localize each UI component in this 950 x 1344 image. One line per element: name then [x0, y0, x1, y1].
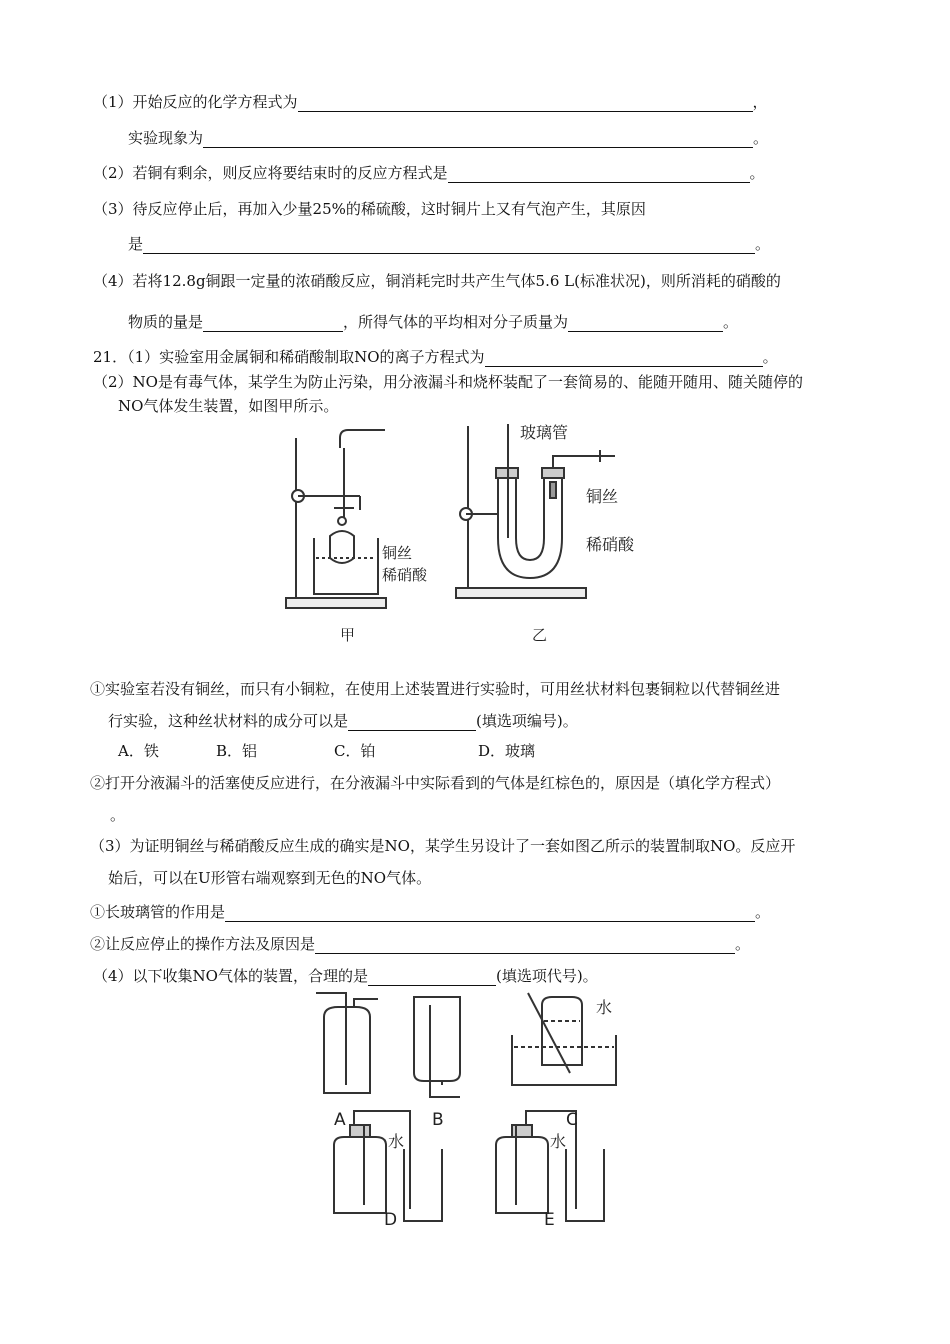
label-option-d: D: [384, 1210, 398, 1230]
answer-blank[interactable]: [368, 969, 496, 986]
answer-blank[interactable]: [485, 350, 763, 367]
options-row: [118, 741, 535, 761]
option-d[interactable]: D．玻璃: [478, 742, 536, 760]
answer-blank[interactable]: [315, 937, 735, 954]
label-dilute-nitric-yi: 稀硝酸: [586, 535, 635, 554]
label-copper-wire-yi: 铜丝: [586, 487, 619, 506]
q20-part3: （3）待反应停止后，再加入少量25%的稀硫酸，这时铜片上又有气泡产生，其原因: [93, 200, 646, 218]
label-water-d: 水: [388, 1132, 405, 1151]
q20-part3-answer: 是 。: [128, 235, 771, 253]
answer-blank[interactable]: [203, 131, 753, 148]
q21-sub3: ①长玻璃管的作用是 。: [90, 903, 771, 921]
answer-blank[interactable]: [203, 315, 343, 332]
apparatus-figure-1: [270, 418, 670, 648]
label-water-e: 水: [550, 1132, 567, 1151]
q21-part2: （2）NO是有毒气体，某学生为防止污染，用分液漏斗和烧杯装配了一套简易的、能随开随用、随关随停的: [93, 373, 803, 391]
q20-part1-phenomenon: 实验现象为 。: [128, 129, 769, 147]
q21-part3-cont: 始后，可以在U形管右端观察到无色的NO气体。: [108, 869, 432, 887]
answer-blank[interactable]: [298, 95, 753, 112]
q21-sub4: ②让反应停止的操作方法及原因是 。: [90, 935, 751, 953]
caption-yi: 乙: [532, 626, 548, 644]
option-a[interactable]: A．铁: [118, 742, 159, 760]
answer-blank[interactable]: [143, 237, 755, 254]
q21-sub2-cont: 。: [110, 806, 126, 824]
caption-jia: 甲: [340, 626, 356, 644]
q21-part2-cont: NO气体发生装置，如图甲所示。: [118, 397, 339, 415]
answer-blank[interactable]: [568, 315, 723, 332]
label-glass-tube: 玻璃管: [520, 423, 569, 442]
answer-blank[interactable]: [448, 166, 750, 183]
q21-part3: （3）为证明铜丝与稀硝酸反应生成的确实是NO，某学生另设计了一套如图乙所示的装置制取NO。反应开: [90, 837, 796, 855]
label-dilute-nitric-jia: 稀硝酸: [382, 566, 428, 584]
label-option-b: B: [432, 1110, 444, 1130]
label-option-e: E: [544, 1210, 555, 1230]
q21-sub2: ②打开分液漏斗的活塞使反应进行，在分液漏斗中实际看到的气体是红棕色的，原因是（填化学方程式）: [90, 774, 781, 792]
label-water-c: 水: [596, 998, 613, 1017]
option-c[interactable]: C．铂: [334, 742, 376, 760]
option-b[interactable]: B．铝: [216, 742, 258, 760]
q21-sub1: ①实验室若没有铜丝，而只有小铜粒，在使用上述装置进行实验时，可用丝状材料包裹铜粒以代替铜丝进: [90, 680, 781, 698]
q21-sub1-cont: 行实验，这种丝状材料的成分可以是 (填选项编号)。: [108, 712, 578, 730]
answer-blank[interactable]: [225, 905, 755, 922]
q20-part4-answer: 物质的量是 ，所得气体的平均相对分子质量为 。: [128, 313, 739, 331]
answer-blank[interactable]: [348, 714, 476, 731]
q20-part4: （4）若将12.8g铜跟一定量的浓硝酸反应，铜消耗完时共产生气体5.6 L(标准状况)，则所消耗的硝酸的: [93, 272, 781, 290]
q20-part1-equation: （1）开始反应的化学方程式为 ，: [93, 93, 768, 111]
label-copper-wire-jia: 铜丝: [382, 544, 413, 562]
q20-part2: （2）若铜有剩余，则反应将要结束时的反应方程式是 。: [93, 164, 765, 182]
label-option-c: C: [566, 1110, 578, 1130]
label-option-a: A: [334, 1110, 346, 1130]
collection-apparatus-figure: [310, 985, 640, 1230]
q21-part4: （4）以下收集NO气体的装置，合理的是 (填选项代号)。: [93, 967, 598, 985]
q21-part1: 21．（1）实验室用金属铜和稀硝酸制取NO的离子方程式为 。: [93, 348, 778, 366]
